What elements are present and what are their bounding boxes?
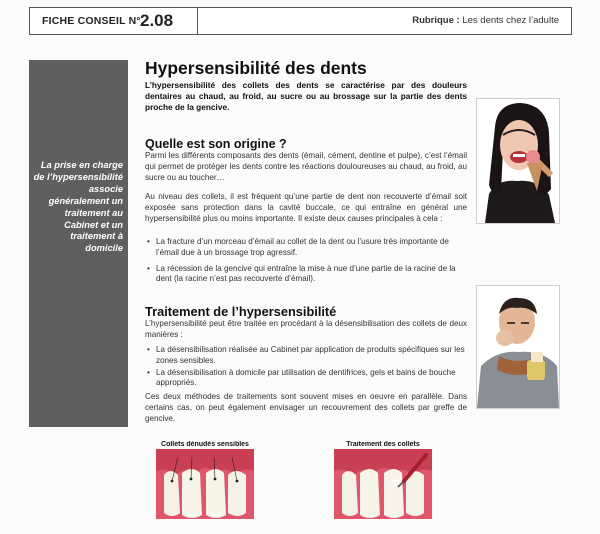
fiche-label: FICHE CONSEIL N° [42,15,141,27]
fiche-box [30,8,198,34]
section-treatment-heading: Traitement de l’hypersensibilité [145,304,337,319]
origin-paragraph-2: Au niveau des collets, il est fréquent qu’une partie de dent non recouverte d’émail soit exposée sans protection dans la cavité buccale, ce qui entraîne en général une hypersensibilité plus ou moins importante. Il existe deux causes principales à cela : [145,192,467,223]
sidebar-text: La prise en charge de l’hypersensibilité associe généralement un traitement au Cabinet et un traitement à domicile [33,160,123,254]
intro-text: L’hypersensibilité des collets des dents se caractérise par des douleurs dentaires au chaud, au froid, au sucre ou au brossage sur la partie des dents proche de la gencive. [145,80,467,112]
list-item: • La désensibilisation réalisée au Cabinet par application de produits spécifiques sur les zones sensibles. [145,345,467,367]
fiche-number: 2.08 [140,11,174,30]
exposed-collars-illustration [156,441,254,519]
woman-ice-cream-illustration [477,99,559,223]
man-with-mug-illustration [477,286,559,408]
figure-collar-treatment [334,441,432,519]
collar-treatment-illustration [334,441,432,519]
treatment-paragraph-1: L’hypersensibilité peut être traitée en procédant à la désensibilisation des collets de deux manières : [145,319,467,339]
list-item: • La récession de la gencive qui entraîne la mise à nue d’une partie de la racine de la dent (la racine n’est pas recouverte d’émail). [145,264,467,286]
origin-paragraph-1: Parmi les différents composants des dents (émail, cément, dentine et pulpe), c’est l’émail qui permet de protéger les dents contre les réactions douloureuses au chaud, au froid, au sucre ou au toucher… [145,151,467,182]
list-item: • La fracture d’un morceau d’émail au collet de la dent ou l’usure très importante de l’émail due à un brossage trop agressif. [145,237,467,259]
rubrique-label: Rubrique : [412,15,460,26]
photo-man-with-mug [476,285,560,409]
origin-bullet-list [145,237,467,290]
header-bar [29,7,572,35]
section-origin-heading: Quelle est son origine ? [145,137,287,151]
sidebar-panel [29,60,128,427]
photo-woman-ice-cream [476,98,560,224]
list-item: • La désensibilisation à domicile par utilisation de dentifrices, gels et bains de bouche appropriés. [145,368,467,390]
figure-2-label: Traitement des collets [346,441,420,448]
treatment-bullet-list [145,345,467,390]
figure-1-label: Collets dénudés sensibles [161,441,249,448]
page-title: Hypersensibilité des dents [145,58,367,78]
rubrique [412,15,559,26]
figure-exposed-collars [156,441,254,519]
treatment-paragraph-2: Ces deux méthodes de traitements sont souvent mises en oeuvre en parallèle. Dans certains cas, on peut également envisager un recouvrement des collets par greffe de gencive. [145,392,467,423]
rubrique-value: Les dents chez l’adulte [462,15,559,26]
